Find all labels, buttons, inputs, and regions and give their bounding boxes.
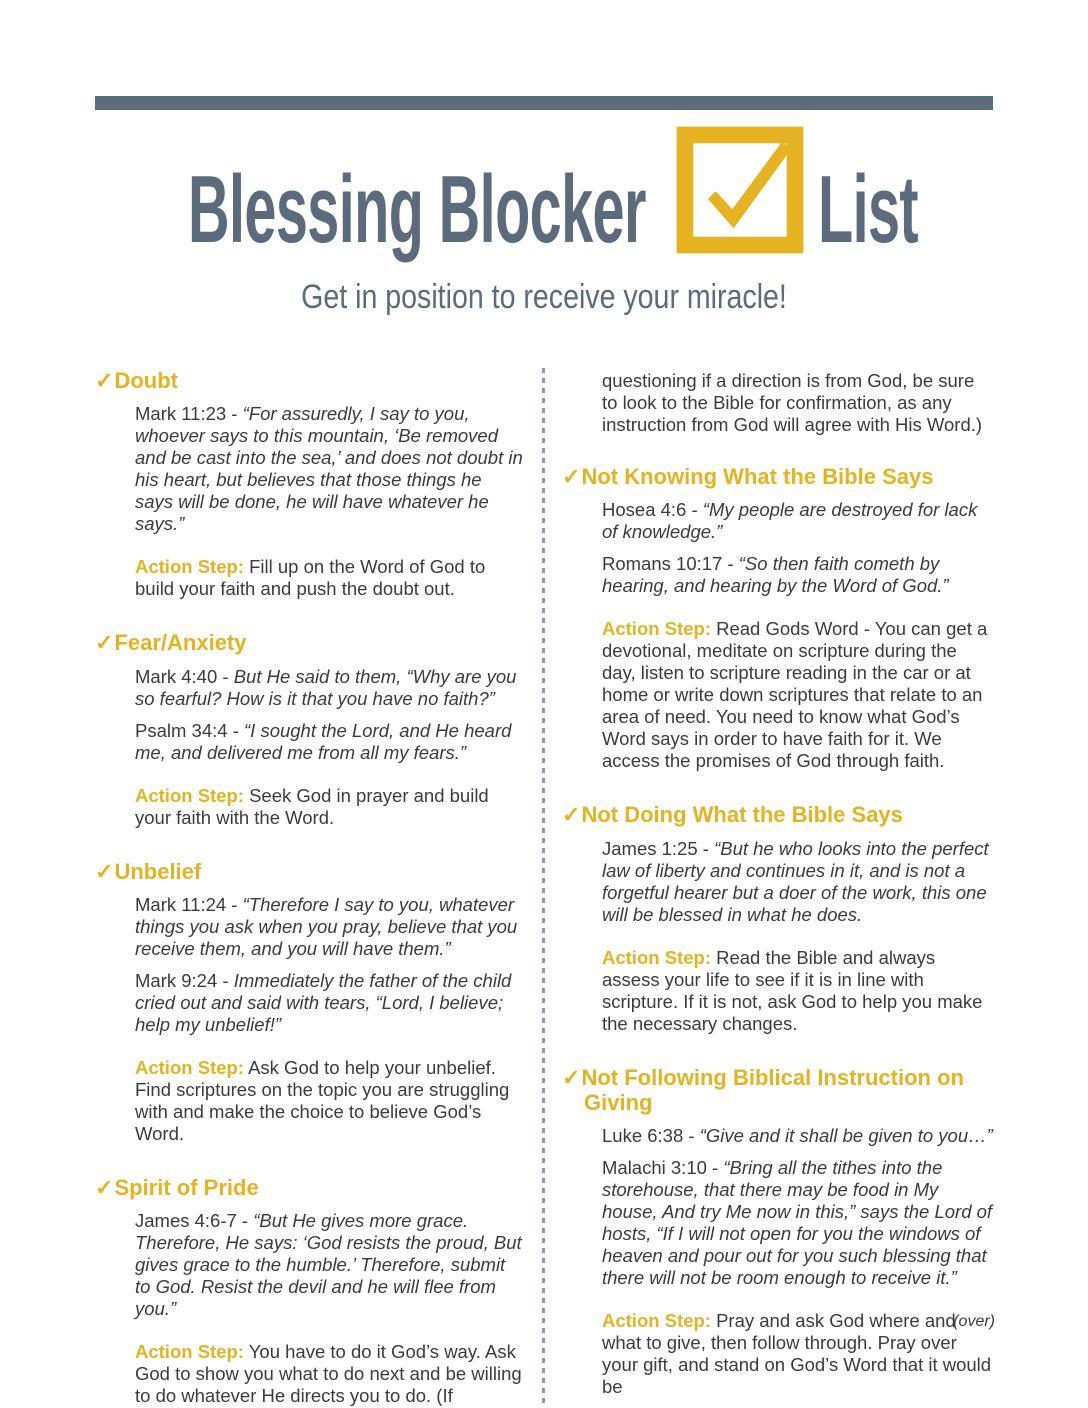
scripture-paragraph: [135, 970, 523, 1036]
scripture-reference: Malachi 3:10 -: [602, 1157, 724, 1179]
scripture-reference: James 4:6-7 -: [135, 1210, 254, 1232]
section-title-text: Not Following Biblical Instruction on Giving: [581, 1064, 964, 1115]
action-step: [602, 618, 993, 772]
scripture-reference: Hosea 4:6 -: [602, 499, 703, 521]
action-step-label: Action Step:: [135, 556, 244, 578]
scripture-quote: “For assuredly, I say to you, whoever says to this mountain, ‘Be removed and be cast into the sea,’ and does not doubt in his heart, but believes that those things he says will be done, he will have whatever he says.”: [135, 403, 523, 535]
scripture-paragraph: [602, 1157, 993, 1289]
section-title-text: Not Doing What the Bible Says: [581, 802, 903, 828]
page-title-right: List: [818, 156, 919, 263]
scripture-reference: Mark 9:24 -: [135, 969, 234, 991]
scripture-paragraph: [135, 894, 523, 960]
scripture-reference: James 1:25 -: [602, 837, 715, 859]
action-step-text: You have to do it God’s way. Ask God to show you what to do next and be willing to do whatever He directs you to do. (If: [135, 1341, 522, 1407]
scripture-quote: “Therefore I say to you, whatever things you ask when you pray, believe that you receive them, and you will have them.”: [135, 893, 518, 959]
action-step-label: Action Step:: [135, 1056, 244, 1078]
action-step-text: Read the Bible and always assess your life to see if it is in line with scripture. If it is not, ask God to help you make the necessary changes.: [602, 946, 983, 1034]
scripture-reference: Mark 11:24 -: [135, 893, 243, 915]
checkmark-icon: ✓: [95, 630, 114, 656]
scripture-reference: Luke 6:38 -: [602, 1125, 700, 1147]
action-step: [135, 556, 523, 600]
scripture-quote: “Bring all the tithes into the storehouse, that there may be food in My house, And try Me now in this,” says the Lord of hosts, “If I will not open for you the windows of heaven and pour out for you such blessing that there will not be room enough to receive it.”: [602, 1157, 993, 1289]
column-divider: [542, 368, 545, 1408]
checkmark-icon: ✓: [95, 1174, 114, 1200]
action-step: [602, 947, 993, 1035]
section-title: [95, 368, 523, 393]
section-title: [562, 1065, 993, 1116]
scripture-quote: Immediately the father of the child cried out and said with tears, “Lord, I believe; help my unbelief!”: [135, 969, 512, 1035]
continuation-text: questioning if a direction is from God, be sure to look to the Bible for confirmation, as any instruction from God will agree with His Word.): [602, 370, 983, 435]
section-fear-anxiety: [95, 630, 523, 828]
header-accent-bar: [95, 96, 993, 110]
action-step-text: Pray and ask God where and what to give, then follow through. Pray over your gift, and stand on God’s Word that it would be: [602, 1310, 992, 1398]
scripture-reference: Mark 4:40 -: [135, 665, 234, 687]
page-title-left: Blessing Blocker: [188, 156, 646, 263]
action-step-text: Ask God to help your unbelief. Find scriptures on the topic you are struggling with and make the choice to believe God’s Word.: [135, 1056, 510, 1144]
section-title-text: Doubt: [114, 368, 178, 393]
scripture-paragraph: [602, 499, 993, 543]
scripture-quote: But He said to them, “Why are you so fearful? How is it that you have no faith?”: [135, 665, 517, 709]
section-doubt: [95, 368, 523, 600]
page-subtitle: Get in position to receive your miracle!: [301, 278, 787, 316]
section-not-doing-what-the-bible-says: [562, 802, 993, 1034]
scripture-paragraph: [135, 1210, 523, 1320]
action-step: [135, 1057, 523, 1145]
action-step-text: Read Gods Word - You can get a devotional, meditate on scripture during the day, listen to scripture reading in the car or at home or write down scriptures that relate to an area of need. You need to know what God’s Word says in order to have faith for it. We access the promises of God through faith.: [602, 618, 988, 772]
scripture-reference: Romans 10:17 -: [602, 553, 739, 575]
action-step-text: Seek God in prayer and build your faith with the Word.: [135, 784, 489, 828]
scripture-paragraph: [602, 1125, 993, 1147]
section-title-text: Spirit of Pride: [114, 1174, 259, 1200]
scripture-reference: Mark 11:23 -: [135, 403, 243, 425]
action-step-label: Action Step:: [602, 1310, 711, 1332]
scripture-paragraph: [135, 403, 523, 535]
section-title-text: Not Knowing What the Bible Says: [581, 464, 934, 489]
section-title-text: Unbelief: [114, 858, 202, 884]
checkmark-icon: ✓: [95, 858, 114, 884]
action-step: [135, 1341, 523, 1407]
section-title: [562, 464, 993, 489]
action-step-text: Fill up on the Word of God to build your faith and push the doubt out.: [135, 556, 486, 600]
action-step: [135, 785, 523, 829]
action-step-label: Action Step:: [602, 618, 711, 640]
section-not-following-biblical-instruction-on-giving: [562, 1065, 993, 1399]
left-column: [95, 368, 523, 1408]
scripture-quote: “But he who looks into the perfect law of liberty and continues in it, and is not a forgetful hearer but a doer of the work, this one will be blessed in what he does.: [602, 837, 989, 925]
over-label: (over): [953, 1313, 995, 1330]
scripture-quote: “But He gives more grace. Therefore, He says: ‘God resists the proud, But gives grace to the humble.’ Therefore, submit to God. Resist the devil and he will flee from you.”: [135, 1210, 522, 1320]
content-columns: [95, 368, 993, 1408]
scripture-quote: “Give and it shall be given to you…”: [699, 1125, 993, 1147]
section-title: [95, 630, 523, 655]
section-title: [562, 802, 993, 827]
scripture-paragraph: [602, 553, 993, 597]
action-step-label: Action Step:: [135, 784, 244, 806]
checkmark-icon: ✓: [562, 1064, 581, 1090]
section-title: [95, 859, 523, 884]
action-step-label: Action Step:: [602, 946, 711, 968]
scripture-paragraph: [135, 720, 523, 764]
scripture-reference: Psalm 34:4 -: [135, 719, 244, 741]
checkmark-icon: ✓: [562, 802, 581, 828]
checkmark-icon: ✓: [562, 464, 581, 489]
scripture-quote: “My people are destroyed for lack of knowledge.”: [602, 499, 978, 543]
right-column: [562, 368, 993, 1408]
checkmark-icon: ✓: [95, 368, 114, 393]
section-title: [95, 1175, 523, 1200]
checkbox-checkmark-icon: [676, 126, 804, 254]
section-unbelief: [95, 859, 523, 1145]
scripture-paragraph: [602, 838, 993, 926]
section-not-knowing-what-the-bible-says: [562, 464, 993, 772]
scripture-paragraph: [135, 666, 523, 710]
section-title-text: Fear/Anxiety: [114, 630, 247, 656]
action-step: [602, 1310, 993, 1398]
section-spirit-of-pride: [95, 1175, 523, 1407]
scripture-quote: “I sought the Lord, and He heard me, and delivered me from all my fears.”: [135, 719, 512, 763]
action-step-label: Action Step:: [135, 1341, 244, 1363]
scripture-quote: “So then faith cometh by hearing, and hearing by the Word of God.”: [602, 553, 949, 597]
